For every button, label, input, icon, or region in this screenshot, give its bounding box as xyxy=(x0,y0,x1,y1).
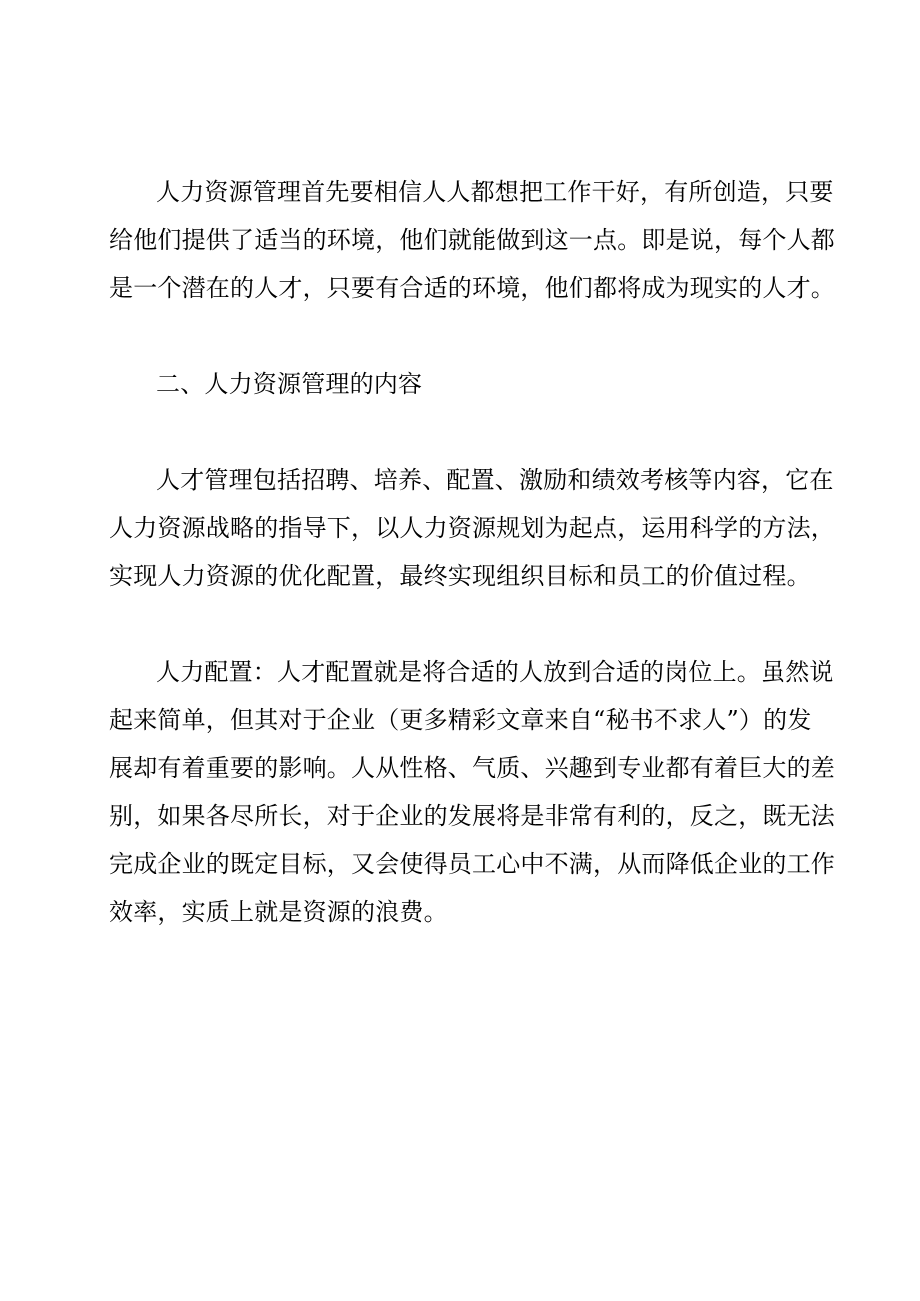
paragraph-line: 别，如果各尽所长，对于企业的发展将是非常有利的，反之，既无法 xyxy=(109,802,835,830)
section-heading-text: 二、人力资源管理的内容 xyxy=(156,370,423,398)
paragraph-talent-allocation xyxy=(109,648,835,936)
section-heading xyxy=(109,360,809,408)
paragraph-line: 展却有着重要的影响。人从性格、气质、兴趣到专业都有着巨大的差 xyxy=(109,754,835,782)
paragraph-line: 给他们提供了适当的环境，他们就能做到这一点。即是说，每个人都 xyxy=(109,226,835,254)
paragraph-line: 人才管理包括招聘、培养、配置、激励和绩效考核等内容，它在 xyxy=(156,466,834,494)
paragraph-line: 人力资源管理首先要相信人人都想把工作干好，有所创造，只要 xyxy=(156,178,834,206)
paragraph-line: 效率，实质上就是资源的浪费。 xyxy=(109,898,448,926)
paragraph-line: 实现人力资源的优化配置，最终实现组织目标和员工的价值过程。 xyxy=(109,562,811,590)
paragraph-line: 是一个潜在的人才，只要有合适的环境，他们都将成为现实的人才。 xyxy=(109,274,835,302)
paragraph-line: 起来简单，但其对于企业（更多精彩文章来自“秘书不求人”）的发 xyxy=(109,706,812,734)
paragraph-talent-management xyxy=(109,456,835,600)
paragraph-line: 人力配置：人才配置就是将合适的人放到合适的岗位上。虽然说 xyxy=(156,658,834,686)
paragraph-line: 人力资源战略的指导下，以人力资源规划为起点，运用科学的方法， xyxy=(109,514,835,542)
paragraph-line: 完成企业的既定目标，又会使得员工心中不满，从而降低企业的工作 xyxy=(109,850,835,878)
paragraph-talent-belief xyxy=(109,168,835,312)
